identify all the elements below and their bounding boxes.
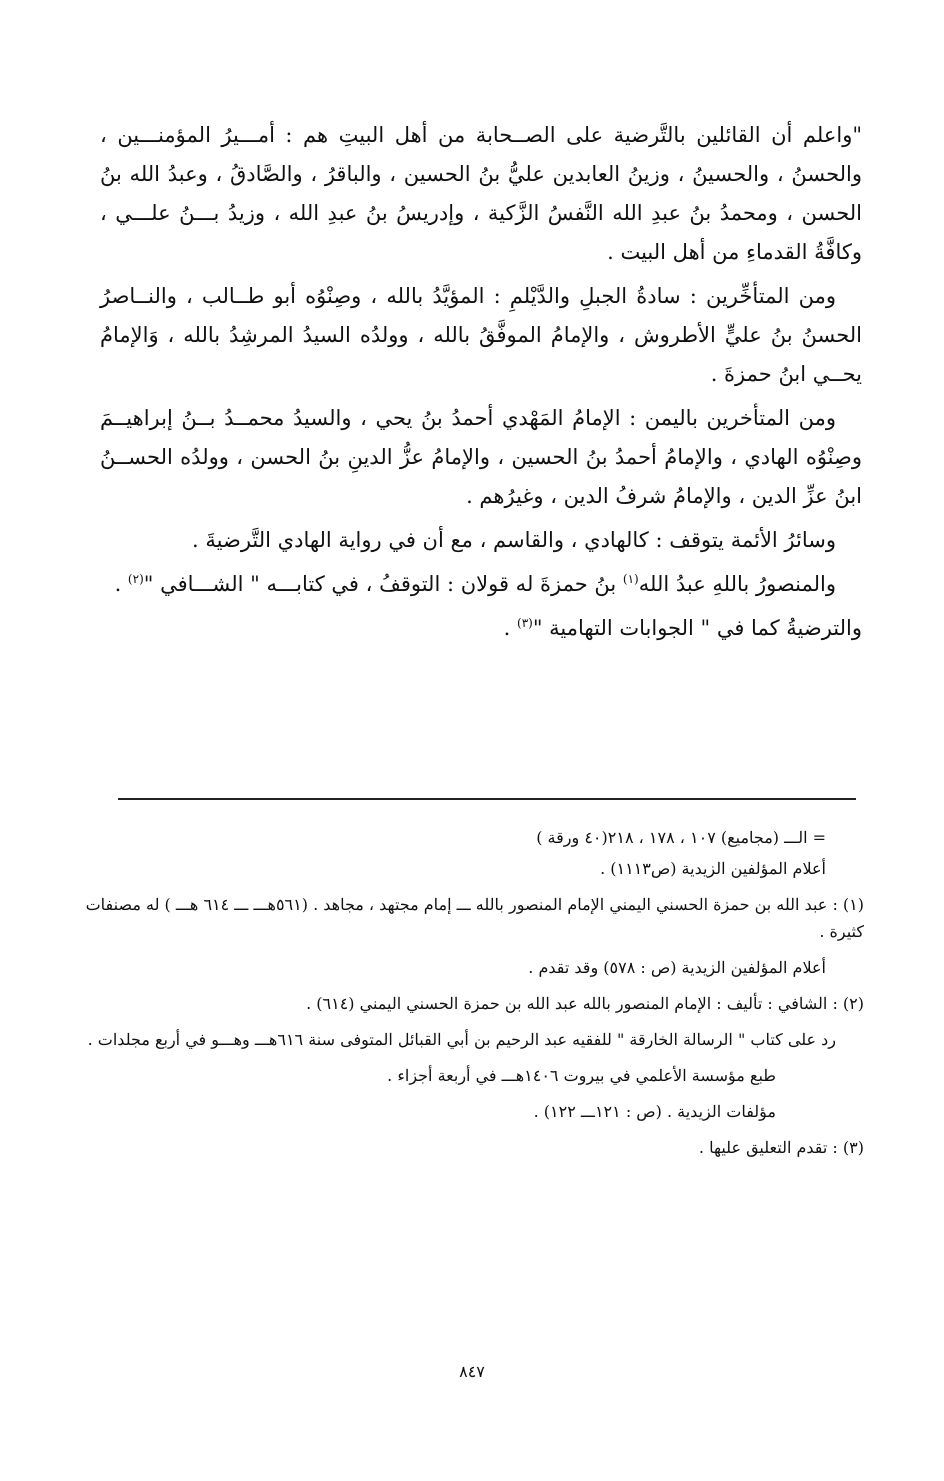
footnote-ref-3: (٣) [517,616,533,630]
paragraph-6-text-b: . [503,616,518,640]
footnote-2-publication: طبع مؤسسة الأعلمي في بيروت ١٤٠٦هـــ في أربعة أجزاء . [387,1066,776,1085]
footnote-continuation: = الـــ (مجاميع) ١٠٧ ، ١٧٨ ، ٢١٨(٤٠ ورقة ) [536,828,826,847]
footnotes [84,824,864,1170]
footnote-ref-1: (١) [622,572,639,586]
paragraph-6-text-a: والترضيةُ كما في " الجوابات التهامية " [532,616,862,640]
paragraph-3: ومن المتأخرين باليمن : الإمامُ المَهْدي أحمدُ بنُ يحي ، والسيدُ محمــدُ بــنُ إبراهيــمَ وصِنْوُه الهادي ، والإمامُ أحمدُ بنُ الحسين ، والإمامُ عزُّ الدينِ بنُ الحسن ، وولدُه الحســنُ ابنُ عزِّ الدين ، والإمامُ شرفُ الدين ، وغيرُهم . [100,406,862,508]
paragraph-5-text-a: والمنصورُ باللهِ عبدُ الله [638,572,836,596]
footnote-2-reference: مؤلفات الزيدية . (ص : ١٢١ـــ ١٢٢) . [533,1102,776,1121]
footnote-ref-2: (٢) [127,572,144,586]
footnote-separator [118,798,856,800]
paragraph-4: وسائرُ الأئمة يتوقف : كالهادي ، والقاسم ، مع أن في رواية الهادي التَّرضيةَ . [192,528,836,552]
footnote-reference: أعلام المؤلفين الزيدية (ص١١١٣) . [600,859,826,878]
paragraph-5-text-b: بنُ حمزةَ له قولان : التوقفُ ، في كتابـــه " الشـــافي " [143,572,623,596]
page-number: ٨٤٧ [459,1362,485,1381]
footnote-1-reference: أعلام المؤلفين الزيدية (ص : ٥٧٨) وقد تقدم . [528,958,826,977]
footnote-1: (١) : عبد الله بن حمزة الحسني اليمني الإمام المنصور بالله ـــ إمام مجتهد ، مجاهد . (٥٦١هـــ ـــ ٦١٤ هـــ ) له مصنفات كثيرة . [85,895,864,941]
main-text [100,116,862,648]
paragraph-1: "واعلم أن القائلين بالتَّرضية على الصــحابة من أهل البيتِ هم : أمـــيرُ المؤمنـــين ، والحسنُ ، والحسينُ ، وزينُ العابدين عليُّ بنُ الحسين ، والباقرُ ، والصَّادقُ ، وعبدُ الله بنُ الحسن ، ومحمدُ بنُ عبدِ الله النَّفسُ الزَّكية ، وإدريسُ بنُ عبدِ الله ، وزيدُ بـــنُ علـــي ، وكافَّةُ القدماءِ من أهل البيت . [100,123,862,264]
paragraph-5-text-c: . [114,572,128,596]
paragraph-2: ومن المتأخِّرين : سادةُ الجبلِ والدَّيْلمِ : المؤيَّدُ بالله ، وصِنْوُه أبو طــالب ، والنــاصرُ الحسنُ بنُ عليٍّ الأطروش ، والإمامُ الموفَّقُ بالله ، وولدُه السيدُ المرشِدُ بالله ، وَالإمامُ يحــي ابنُ حمزةَ . [100,284,862,386]
footnote-2: (٢) : الشافي : تأليف : الإمام المنصور بالله عبد الله بن حمزة الحسني اليمني (٦١٤) . [306,994,864,1013]
paragraph-6 [100,609,862,648]
footnote-2-description: رد على كتاب " الرسالة الخارقة " للفقيه عبد الرحيم بن أبي القبائل المتوفى سنة ٦١٦هـــ وهـــو في أربع مجلدات . [87,1030,836,1049]
paragraph-5 [100,565,862,604]
footnote-3: (٣) : تقدم التعليق عليها . [698,1138,864,1157]
